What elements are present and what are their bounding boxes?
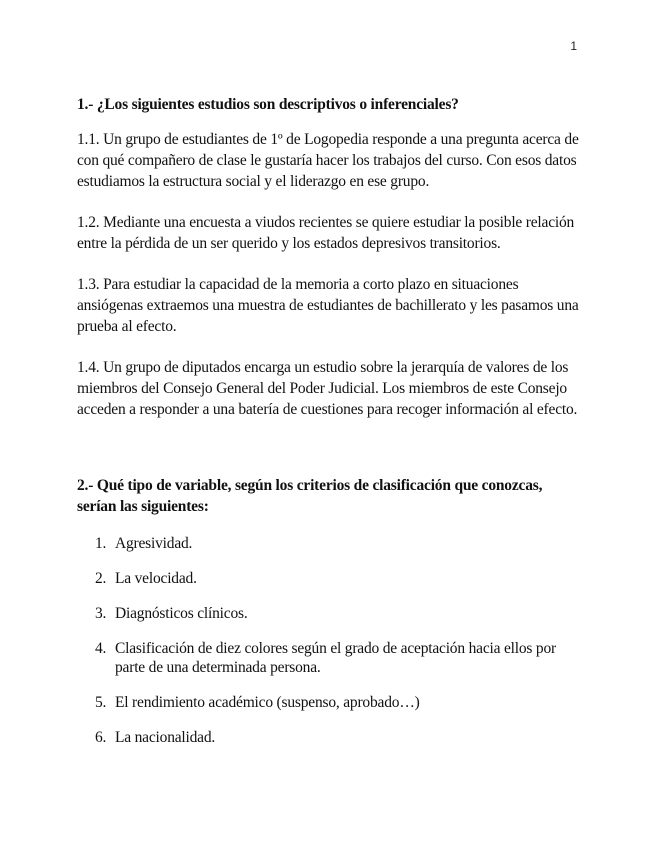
- list-item-text: Clasificación de diez colores según el grado de aceptación hacia ellos por parte de una determinada persona.: [115, 640, 556, 676]
- paragraph-1-1: 1.1. Un grupo de estudiantes de 1º de Logopedia responde a una pregunta acerca de con qué compañero de clase le gustaría hacer los trabajos del curso. Con esos datos estudiamos la estructura social y el liderazgo en ese grupo.: [77, 131, 579, 190]
- list-item: [77, 604, 582, 623]
- variable-list: [77, 534, 582, 747]
- list-item: [77, 728, 582, 747]
- section-1: [77, 94, 582, 440]
- list-item: [77, 693, 582, 712]
- list-item-number: 3.: [95, 605, 107, 622]
- list-item-text: La velocidad.: [115, 570, 197, 587]
- list-item-text: Diagnósticos clínicos.: [115, 605, 248, 622]
- page-number: 1: [570, 39, 577, 53]
- list-item-text: El rendimiento académico (suspenso, aprobado…): [115, 694, 420, 711]
- list-item: [77, 534, 582, 553]
- list-item-text: La nacionalidad.: [115, 729, 216, 746]
- section-1-heading: 1.- ¿Los siguientes estudios son descriptivos o inferenciales?: [77, 96, 459, 113]
- paragraph-1-4: 1.4. Un grupo de diputados encarga un estudio sobre la jerarquía de valores de los miembros del Consejo General del Poder Judicial. Los miembros de este Consejo acceden a responder a una batería de cuestiones para recoger información al efecto.: [77, 359, 578, 418]
- list-item-number: 4.: [95, 640, 107, 657]
- list-item-number: 6.: [95, 729, 107, 746]
- section-2: [77, 475, 582, 763]
- paragraph-1-3: 1.3. Para estudiar la capacidad de la memoria a corto plazo en situaciones ansiógenas extraemos una muestra de estudiantes de bachillerato y les pasamos una prueba al efecto.: [77, 276, 579, 335]
- list-item: [77, 569, 582, 588]
- paragraph-1-2: 1.2. Mediante una encuesta a viudos recientes se quiere estudiar la posible relación entre la pérdida de un ser querido y los estados depresivos transitorios.: [77, 214, 575, 252]
- list-item-text: Agresividad.: [115, 535, 193, 552]
- section-2-heading: 2.- Qué tipo de variable, según los criterios de clasificación que conozcas, serían las siguientes:: [77, 477, 543, 515]
- list-item: [77, 639, 582, 677]
- list-item-number: 2.: [95, 570, 107, 587]
- list-item-number: 1.: [95, 535, 107, 552]
- list-item-number: 5.: [95, 694, 107, 711]
